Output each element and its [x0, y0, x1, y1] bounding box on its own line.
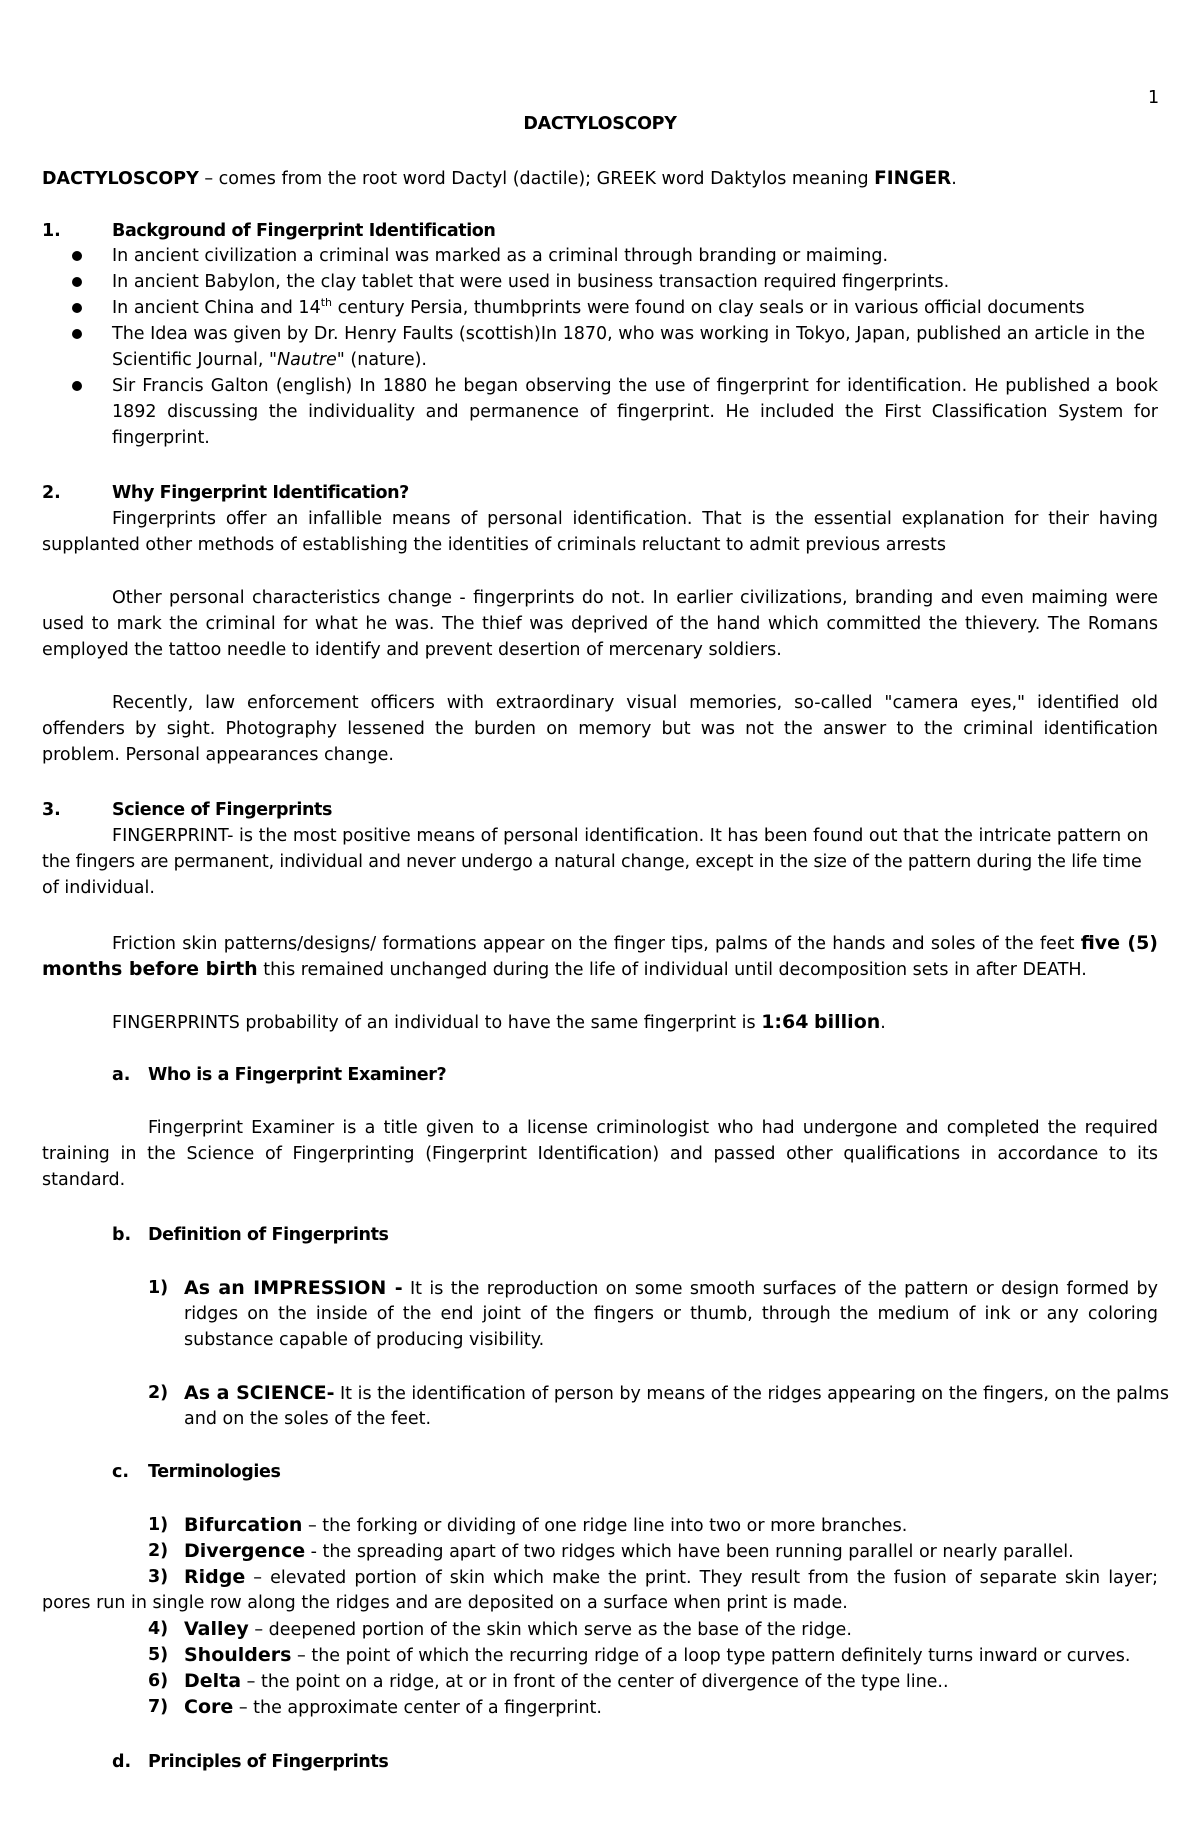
term-2-name: Divergence [184, 1540, 306, 1562]
section1-bullet-4-line1: The Idea was given by Dr. Henry Faults (scottish)In 1870, who was working in Tokyo, Japan, published an article in the [112, 324, 1145, 344]
section2-p1-line2: supplanted other methods of establishing the identities of criminals reluctant to admit previous arrests [42, 535, 947, 555]
term-2-number: 2) [148, 1541, 169, 1561]
term-5-def: – the point of which the recurring ridge of a loop type pattern definitely turns inward or curves. [291, 1646, 1131, 1666]
section3-p1-line1: FINGERPRINT- is the most positive means of personal identification. It has been found out that the intricate pattern on [112, 826, 1149, 846]
term-2 [184, 1538, 1074, 1565]
term-1-def: – the forking or dividing of one ridge line into two or more branches. [302, 1516, 908, 1536]
bullet-4-italic: "Nautre" [269, 350, 345, 370]
term-3-line2: pores run in single row along the ridges and are deposited on a surface when print is made. [42, 1593, 848, 1613]
section3-p3-bold1: 1:64 [761, 1011, 809, 1033]
term-7-number: 7) [148, 1697, 169, 1717]
term-6 [184, 1668, 949, 1695]
section1-heading: Background of Fingerprint Identification [112, 221, 496, 241]
section3-number: 3. [42, 800, 61, 820]
section2-p2-line1: Other personal characteristics change - fingerprints do not. In earlier civilizations, branding and even maiming were [112, 588, 1158, 608]
sub-d-heading: Principles of Fingerprints [148, 1752, 389, 1772]
intro-emphasis: FINGER [874, 168, 952, 189]
section3-p2-pre: Friction skin patterns/designs/ formations appear on the finger tips, palms of the hands and soles of the feet [112, 934, 1081, 954]
definition-2-number: 2) [148, 1383, 169, 1403]
definition-1-number: 1) [148, 1278, 169, 1298]
bullet-3-pre: In ancient China and 14 [112, 298, 321, 318]
term-6-number: 6) [148, 1671, 169, 1691]
bullet-dot-icon [72, 251, 82, 261]
term-4-name: Valley [184, 1618, 249, 1640]
definition-1-text: It is the reproduction on some smooth surfaces of the pattern or design formed by [409, 1279, 1158, 1299]
section3-p2-line1 [112, 930, 1158, 958]
definition-1-line1 [184, 1275, 1158, 1303]
term-3-number: 3) [148, 1567, 169, 1587]
sub-a-letter: a. [112, 1065, 131, 1085]
section3-p2-bold2: months before birth [42, 958, 258, 980]
sub-c-letter: c. [112, 1462, 130, 1482]
term-7-name: Core [184, 1696, 234, 1718]
sub-b-heading: Definition of Fingerprints [148, 1225, 389, 1245]
section3-p2-line2 [42, 956, 1087, 983]
bullet-dot-icon [72, 329, 82, 339]
section1-bullet-3 [112, 295, 1085, 321]
section2-p3-line2: offenders by sight. Photography lessened the burden on memory but was not the answer to the criminal identification [42, 719, 1158, 739]
term-3 [184, 1564, 1158, 1592]
section2-p1-line1: Fingerprints offer an infallible means of personal identification. That is the essential explanation for their having [112, 509, 1158, 529]
section2-p3-line1: Recently, law enforcement officers with extraordinary visual memories, so-called "camera eyes," identified old [112, 693, 1158, 713]
section3-p3-end: . [880, 1013, 886, 1033]
sub-a-line2: training in the Science of Fingerprinting (Fingerprint Identification) and passed other qualifications in accordance to its [42, 1144, 1158, 1164]
section1-bullet-5-line1: Sir Francis Galton (english) In 1880 he began observing the use of fingerprint for identification. He published a book [112, 376, 1158, 396]
bullet-4-post: (nature). [344, 350, 427, 370]
definition-2-line1 [184, 1380, 1169, 1407]
page-title: DACTYLOSCOPY [523, 114, 677, 134]
term-4 [184, 1616, 852, 1643]
section2-p2-line3: employed the tattoo needle to identify and prevent desertion of mercenary soldiers. [42, 640, 782, 660]
term-4-def: – deepened portion of the skin which serve as the base of the ridge. [248, 1620, 852, 1640]
term-5-number: 5) [148, 1645, 169, 1665]
intro-paragraph [42, 166, 957, 192]
section3-p2-post: this remained unchanged during the life of individual until decomposition sets in after DEATH. [257, 960, 1087, 980]
section1-bullet-1: In ancient civilization a criminal was marked as a criminal through branding or maiming. [112, 246, 889, 266]
section1-bullet-4-line2 [112, 347, 427, 373]
definition-1-line3: substance capable of producing visibility. [184, 1330, 545, 1350]
definition-2-text: It is the identification of person by means of the ridges appearing on the fingers, on the palms [334, 1384, 1170, 1404]
bullet-dot-icon [72, 381, 82, 391]
section2-p3-line3: problem. Personal appearances change. [42, 745, 394, 765]
section2-p2-line2: used to mark the criminal for what he was. The thief was deprived of the hand which committed the thievery. The Romans [42, 614, 1158, 634]
sub-b-letter: b. [112, 1225, 132, 1245]
section1-bullet-5-line2: 1892 discussing the individuality and permanence of fingerprint. He included the First Classification System for [112, 402, 1158, 422]
bullet-4-pre: Scientific Journal, [112, 350, 270, 370]
definition-1-line2: ridges on the inside of the end joint of the fingers or thumb, through the medium of ink or any coloring [184, 1304, 1158, 1324]
section3-p1-line3: of individual. [42, 878, 155, 898]
term-4-number: 4) [148, 1619, 169, 1639]
bullet-3-post: century Persia, thumbprints were found on clay seals or in various official documents [332, 298, 1085, 318]
intro-term: DACTYLOSCOPY [42, 169, 199, 189]
definition-1-term: As an IMPRESSION - [184, 1277, 403, 1299]
term-2-def: - the spreading apart of two ridges which have been running parallel or nearly parallel. [305, 1542, 1074, 1562]
bullet-dot-icon [72, 277, 82, 287]
intro-text: – comes from the root word Dactyl (dactile); GREEK word Daktylos meaning [198, 169, 875, 189]
section3-p2-bold1: five (5) [1080, 932, 1158, 954]
sub-a-line1: Fingerprint Examiner is a title given to a license criminologist who had undergone and completed the required [148, 1118, 1158, 1138]
term-1 [184, 1512, 907, 1539]
term-6-name: Delta [184, 1670, 242, 1692]
page-number: 1 [1148, 88, 1160, 108]
section3-p1-line2: the fingers are permanent, individual and never undergo a natural change, except in the size of the pattern during the life time [42, 852, 1142, 872]
term-7-def: – the approximate center of a fingerprint. [233, 1698, 602, 1718]
section2-heading: Why Fingerprint Identification? [112, 483, 409, 503]
sub-c-heading: Terminologies [148, 1462, 281, 1482]
section1-bullet-5-line3: fingerprint. [112, 428, 210, 448]
section3-p3 [112, 1009, 886, 1036]
bullet-3-sup: th [320, 296, 332, 310]
section3-p3-bold2: billion [814, 1011, 881, 1033]
section3-heading: Science of Fingerprints [112, 800, 333, 820]
term-7 [184, 1694, 602, 1721]
bullet-dot-icon [72, 303, 82, 313]
term-3-def: – elevated portion of skin which make the print. They result from the fusion of separate skin layer; [253, 1568, 1158, 1588]
sub-a-heading: Who is a Fingerprint Examiner? [148, 1065, 447, 1085]
section2-number: 2. [42, 483, 61, 503]
section1-number: 1. [42, 221, 61, 241]
intro-end: . [951, 169, 957, 189]
sub-a-line3: standard. [42, 1170, 126, 1190]
term-1-name: Bifurcation [184, 1514, 303, 1536]
term-5 [184, 1642, 1130, 1669]
definition-2-line2: and on the soles of the feet. [184, 1409, 432, 1429]
section3-p3-pre: FINGERPRINTS probability of an individual to have the same fingerprint is [112, 1013, 762, 1033]
term-3-name: Ridge [184, 1566, 246, 1588]
term-5-name: Shoulders [184, 1644, 292, 1666]
section1-bullet-2: In ancient Babylon, the clay tablet that were used in business transaction required fingerprints. [112, 272, 950, 292]
sub-d-letter: d. [112, 1752, 132, 1772]
term-1-number: 1) [148, 1515, 169, 1535]
definition-2-term: As a SCIENCE- [184, 1382, 335, 1404]
term-6-def: – the point on a ridge, at or in front of the center of divergence of the type line.. [241, 1672, 949, 1692]
